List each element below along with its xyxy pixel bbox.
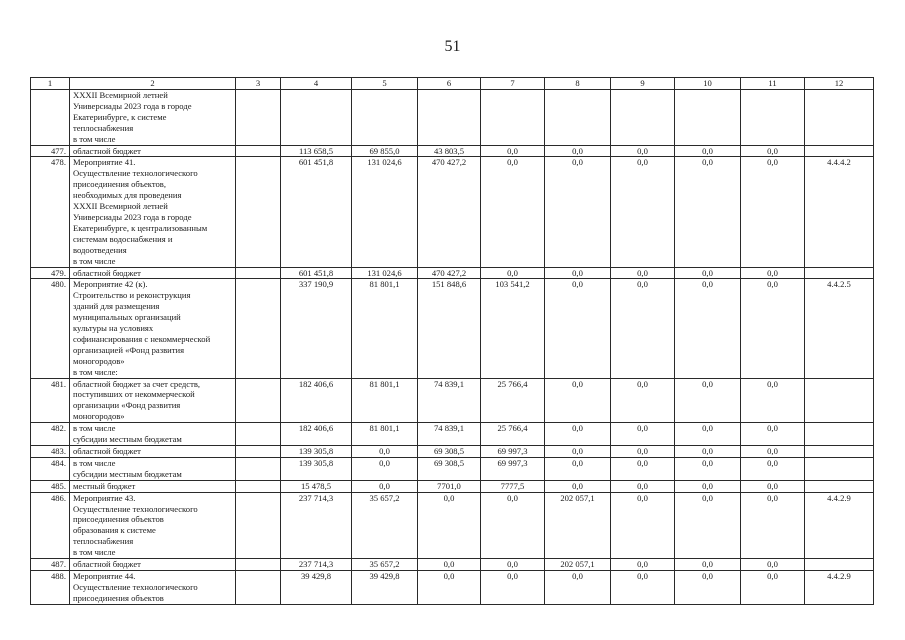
- col11-value: 0,0: [741, 457, 805, 480]
- col9-value: 0,0: [611, 378, 675, 423]
- col10-value: 0,0: [675, 457, 741, 480]
- col11-value: 0,0: [741, 145, 805, 157]
- table-row: [31, 480, 874, 492]
- col6-value: 74 839,1: [418, 423, 481, 446]
- col6-value: 470 427,2: [418, 157, 481, 267]
- col10-value: 0,0: [675, 559, 741, 571]
- row-number: 480.: [31, 279, 70, 378]
- col4-value: 337 190,9: [281, 279, 352, 378]
- col4-value: 39 429,8: [281, 570, 352, 604]
- col8-value: 0,0: [545, 480, 611, 492]
- col4-value: 237 714,3: [281, 492, 352, 558]
- col9-value: 0,0: [611, 145, 675, 157]
- table-row: [31, 423, 874, 446]
- table-row: [31, 90, 874, 146]
- col7-value: 7777,5: [481, 480, 545, 492]
- col3-cell: [236, 480, 281, 492]
- item-name: Мероприятие 41. Осуществление технологического присоединения объектов, необходимых для проведения XXXII Всемирной летней Универсиады 2023 года в городе Екатеринбурге, к централизованным системам водоснабжения и водоотведения в том числе: [70, 157, 236, 267]
- row-number: 484.: [31, 457, 70, 480]
- column-header: 11: [741, 78, 805, 90]
- row-number: 486.: [31, 492, 70, 558]
- column-header: 3: [236, 78, 281, 90]
- col7-value: 0,0: [481, 559, 545, 571]
- col5-value: 0,0: [352, 480, 418, 492]
- col9-value: 0,0: [611, 570, 675, 604]
- table-row: [31, 378, 874, 423]
- col3-cell: [236, 559, 281, 571]
- col9-value: 0,0: [611, 457, 675, 480]
- col8-value: 0,0: [545, 457, 611, 480]
- target-indicator-ref: [805, 145, 874, 157]
- row-number: [31, 90, 70, 146]
- col6-value: 74 839,1: [418, 378, 481, 423]
- col3-cell: [236, 378, 281, 423]
- col4-value: 182 406,6: [281, 378, 352, 423]
- col11-value: 0,0: [741, 559, 805, 571]
- col6-value: 43 803,5: [418, 145, 481, 157]
- column-header: 6: [418, 78, 481, 90]
- col8-value: [545, 90, 611, 146]
- col4-value: 237 714,3: [281, 559, 352, 571]
- col5-value: 0,0: [352, 457, 418, 480]
- table-row: [31, 145, 874, 157]
- item-name: областной бюджет: [70, 145, 236, 157]
- col5-value: 35 657,2: [352, 492, 418, 558]
- row-number: 482.: [31, 423, 70, 446]
- table-row: [31, 559, 874, 571]
- col4-value: 139 305,8: [281, 457, 352, 480]
- target-indicator-ref: 4.4.2.9: [805, 492, 874, 558]
- col11-value: 0,0: [741, 279, 805, 378]
- col8-value: 0,0: [545, 423, 611, 446]
- col3-cell: [236, 446, 281, 458]
- item-name: Мероприятие 44. Осуществление технологического присоединения объектов: [70, 570, 236, 604]
- col9-value: 0,0: [611, 480, 675, 492]
- col6-value: 470 427,2: [418, 267, 481, 279]
- col4-value: 139 305,8: [281, 446, 352, 458]
- col3-cell: [236, 457, 281, 480]
- col10-value: 0,0: [675, 145, 741, 157]
- row-number: 479.: [31, 267, 70, 279]
- row-number: 481.: [31, 378, 70, 423]
- table-row: [31, 157, 874, 267]
- column-header: 8: [545, 78, 611, 90]
- row-number: 477.: [31, 145, 70, 157]
- col8-value: 0,0: [545, 446, 611, 458]
- col11-value: 0,0: [741, 570, 805, 604]
- col7-value: 0,0: [481, 145, 545, 157]
- table-row: [31, 457, 874, 480]
- target-indicator-ref: 4.4.2.9: [805, 570, 874, 604]
- col11-value: 0,0: [741, 378, 805, 423]
- column-header: 2: [70, 78, 236, 90]
- item-name: Мероприятие 43. Осуществление технологического присоединения объектов образования к системе теплоснабжения в том числе: [70, 492, 236, 558]
- col6-value: 0,0: [418, 559, 481, 571]
- col3-cell: [236, 145, 281, 157]
- col4-value: 113 658,5: [281, 145, 352, 157]
- row-number: 487.: [31, 559, 70, 571]
- item-name: в том числе субсидии местным бюджетам: [70, 457, 236, 480]
- item-name: областной бюджет: [70, 446, 236, 458]
- col6-value: 7701,0: [418, 480, 481, 492]
- col7-value: 0,0: [481, 157, 545, 267]
- col5-value: 69 855,0: [352, 145, 418, 157]
- item-name: в том числе субсидии местным бюджетам: [70, 423, 236, 446]
- col10-value: 0,0: [675, 279, 741, 378]
- col3-cell: [236, 157, 281, 267]
- col9-value: 0,0: [611, 267, 675, 279]
- col10-value: 0,0: [675, 423, 741, 446]
- col9-value: 0,0: [611, 279, 675, 378]
- page-number: 51: [444, 38, 461, 55]
- table-row: [31, 570, 874, 604]
- target-indicator-ref: [805, 378, 874, 423]
- column-header: 10: [675, 78, 741, 90]
- row-number: 488.: [31, 570, 70, 604]
- row-number: 485.: [31, 480, 70, 492]
- col10-value: 0,0: [675, 492, 741, 558]
- column-number-header: [31, 78, 874, 90]
- col5-value: 131 024,6: [352, 157, 418, 267]
- col8-value: 0,0: [545, 157, 611, 267]
- col7-value: 69 997,3: [481, 457, 545, 480]
- item-name: местный бюджет: [70, 480, 236, 492]
- table-row: [31, 267, 874, 279]
- col11-value: 0,0: [741, 446, 805, 458]
- target-indicator-ref: [805, 90, 874, 146]
- col4-value: 15 478,5: [281, 480, 352, 492]
- column-header: 1: [31, 78, 70, 90]
- table-row: [31, 279, 874, 378]
- target-indicator-ref: [805, 267, 874, 279]
- col5-value: 81 801,1: [352, 423, 418, 446]
- table-row: [31, 492, 874, 558]
- col8-value: 0,0: [545, 279, 611, 378]
- target-indicator-ref: [805, 423, 874, 446]
- col7-value: 103 541,2: [481, 279, 545, 378]
- item-name: областной бюджет: [70, 267, 236, 279]
- col3-cell: [236, 570, 281, 604]
- col10-value: 0,0: [675, 446, 741, 458]
- col7-value: 0,0: [481, 267, 545, 279]
- col8-value: 202 057,1: [545, 559, 611, 571]
- col11-value: 0,0: [741, 480, 805, 492]
- col9-value: [611, 90, 675, 146]
- col8-value: 0,0: [545, 145, 611, 157]
- target-indicator-ref: [805, 559, 874, 571]
- col6-value: [418, 90, 481, 146]
- col5-value: 81 801,1: [352, 279, 418, 378]
- col8-value: 0,0: [545, 570, 611, 604]
- col7-value: 69 997,3: [481, 446, 545, 458]
- column-header: 5: [352, 78, 418, 90]
- col7-value: 25 766,4: [481, 423, 545, 446]
- col10-value: 0,0: [675, 267, 741, 279]
- row-number: 483.: [31, 446, 70, 458]
- col9-value: 0,0: [611, 446, 675, 458]
- target-indicator-ref: [805, 480, 874, 492]
- col10-value: 0,0: [675, 157, 741, 267]
- col5-value: 131 024,6: [352, 267, 418, 279]
- col5-value: 35 657,2: [352, 559, 418, 571]
- col8-value: 202 057,1: [545, 492, 611, 558]
- col7-value: [481, 90, 545, 146]
- item-name: Мероприятие 42 (к). Строительство и реконструкция зданий для размещения муниципальных организаций культуры на условиях софинансирования с некоммерческой организацией «Фонд развития моногородов» в том числе:: [70, 279, 236, 378]
- item-name: областной бюджет за счет средств, поступивших от некоммерческой организации «Фонд развития моногородов»: [70, 378, 236, 423]
- col7-value: 25 766,4: [481, 378, 545, 423]
- col6-value: 0,0: [418, 492, 481, 558]
- col9-value: 0,0: [611, 492, 675, 558]
- col11-value: 0,0: [741, 423, 805, 446]
- col3-cell: [236, 423, 281, 446]
- target-indicator-ref: [805, 457, 874, 480]
- col9-value: 0,0: [611, 559, 675, 571]
- col4-value: 601 451,8: [281, 157, 352, 267]
- target-indicator-ref: [805, 446, 874, 458]
- col6-value: 69 308,5: [418, 446, 481, 458]
- col6-value: 69 308,5: [418, 457, 481, 480]
- col6-value: 0,0: [418, 570, 481, 604]
- col8-value: 0,0: [545, 378, 611, 423]
- budget-table: [30, 77, 874, 605]
- col9-value: 0,0: [611, 423, 675, 446]
- col3-cell: [236, 267, 281, 279]
- column-header: 7: [481, 78, 545, 90]
- col11-value: 0,0: [741, 492, 805, 558]
- row-number: 478.: [31, 157, 70, 267]
- col5-value: [352, 90, 418, 146]
- column-header: 12: [805, 78, 874, 90]
- col5-value: 81 801,1: [352, 378, 418, 423]
- column-header: 9: [611, 78, 675, 90]
- item-name: XXXII Всемирной летней Универсиады 2023 года в городе Екатеринбурге, к системе теплоснабжения в том числе: [70, 90, 236, 146]
- col10-value: 0,0: [675, 570, 741, 604]
- col4-value: [281, 90, 352, 146]
- col4-value: 601 451,8: [281, 267, 352, 279]
- col11-value: 0,0: [741, 267, 805, 279]
- col5-value: 39 429,8: [352, 570, 418, 604]
- col10-value: 0,0: [675, 378, 741, 423]
- col11-value: [741, 90, 805, 146]
- table-row: [31, 446, 874, 458]
- col11-value: 0,0: [741, 157, 805, 267]
- col7-value: 0,0: [481, 492, 545, 558]
- target-indicator-ref: 4.4.2.5: [805, 279, 874, 378]
- col7-value: 0,0: [481, 570, 545, 604]
- col5-value: 0,0: [352, 446, 418, 458]
- col4-value: 182 406,6: [281, 423, 352, 446]
- col3-cell: [236, 279, 281, 378]
- col3-cell: [236, 90, 281, 146]
- col9-value: 0,0: [611, 157, 675, 267]
- col6-value: 151 848,6: [418, 279, 481, 378]
- target-indicator-ref: 4.4.4.2: [805, 157, 874, 267]
- item-name: областной бюджет: [70, 559, 236, 571]
- col8-value: 0,0: [545, 267, 611, 279]
- col10-value: [675, 90, 741, 146]
- col10-value: 0,0: [675, 480, 741, 492]
- col3-cell: [236, 492, 281, 558]
- column-header: 4: [281, 78, 352, 90]
